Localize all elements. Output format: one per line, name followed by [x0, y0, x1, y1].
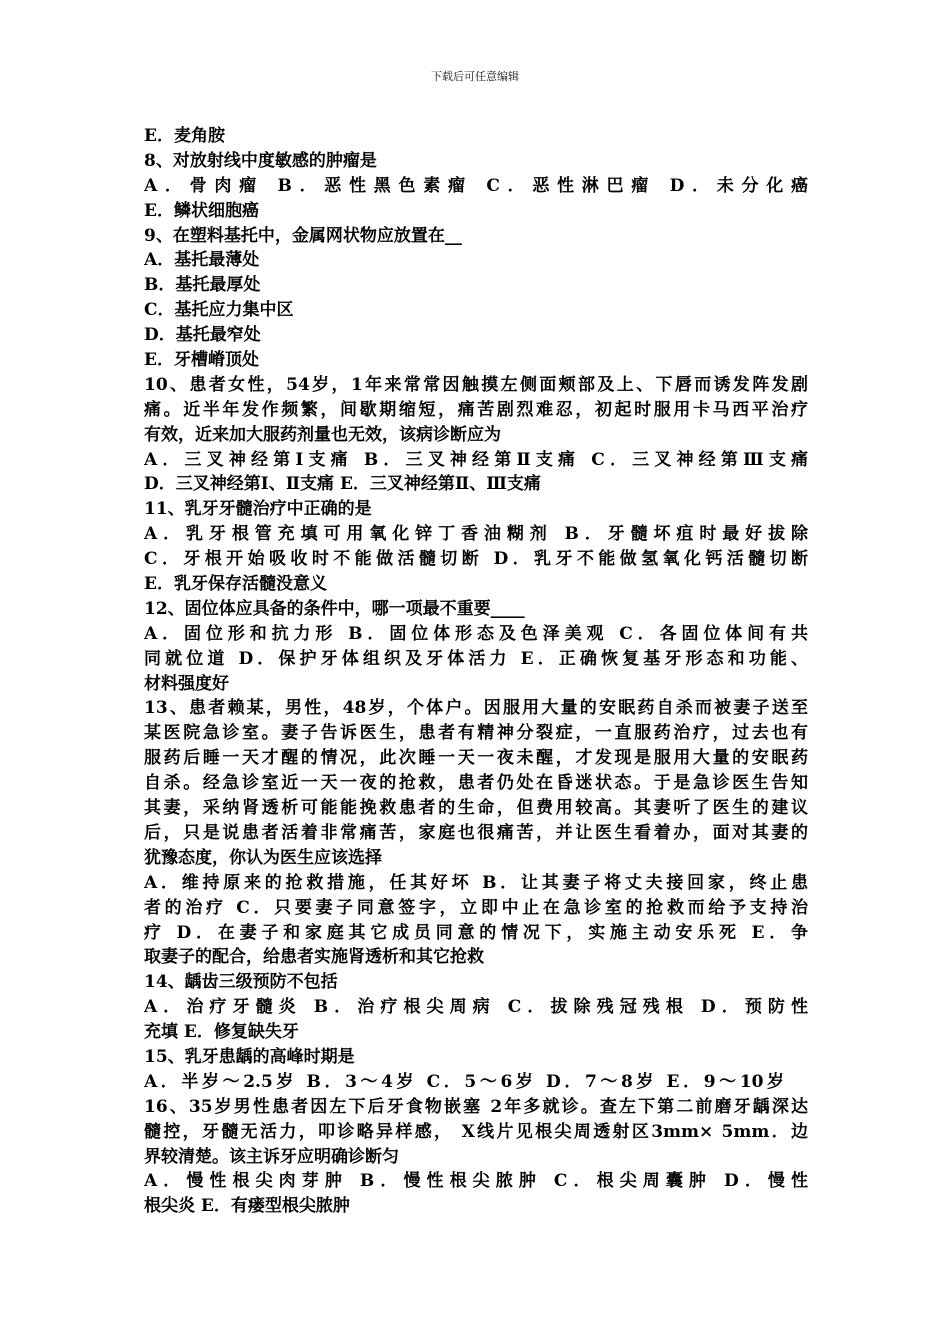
text-line: 充填 E．修复缺失牙 — [144, 1022, 299, 1043]
text-line: 材料强度好 — [144, 673, 229, 694]
text-line: 自杀。经急诊室近一天一夜的抢救，患者仍处在昏迷状态。于是急诊医生告知 — [144, 773, 808, 794]
text-line: D．三叉神经第Ⅰ、Ⅱ支痛 E．三叉神经第Ⅱ、Ⅲ支痛 — [144, 474, 541, 495]
question-11: 11、乳牙牙髓治疗中正确的是 — [144, 499, 372, 520]
text-line: 有效，近来加大服药剂量也无效，该病诊断应为 — [144, 424, 501, 445]
text-line: A．维持原来的抢救措施，任其好坏 B．让其妻子将丈夫接回家，终止患 — [144, 872, 808, 893]
text-line: A．乳牙根管充填可用氧化锌丁香油糊剂 B．牙髓坏疽时最好拔除 — [144, 524, 808, 545]
text-line: A．治疗牙髓炎 B．治疗根尖周病 C．拔除残冠残根 D．预防性 — [144, 997, 808, 1018]
text-line: E．麦角胺 — [144, 126, 225, 146]
document-body — [144, 124, 808, 1219]
question-15: 15、乳牙患龋的高峰时期是 — [144, 1046, 355, 1067]
text-line: A．基托最薄处 — [144, 250, 260, 271]
page-header: 下载后可任意编辑 — [431, 70, 519, 83]
text-line: D．基托最窄处 — [144, 325, 261, 346]
text-line: C．牙根开始吸收时不能做活髓切断 D．乳牙不能做氢氧化钙活髓切断 — [144, 549, 808, 570]
question-13: 13、患者赖某，男性，48岁，个体户。因服用大量的安眠药自杀而被妻子送至 — [144, 698, 808, 719]
text-line: 犹豫态度，你认为医生应该选择 — [144, 847, 382, 868]
text-line: 疗 D．在妻子和家庭其它成员同意的情况下，实施主动安乐死 E．争 — [144, 922, 808, 943]
question-16: 16、35岁男性患者因左下后牙食物嵌塞 2年多就诊。查左下第二前磨牙龋深达 — [144, 1096, 808, 1117]
text-line: 其妻，采纳肾透析可能能挽救患者的生命，但费用较高。其妻听了医生的建议 — [144, 798, 808, 819]
text-line: 某医院急诊室。妻子告诉医生，患者有精神分裂症，一直服药治疗，过去也有 — [144, 723, 808, 744]
text-line: 后，只是说患者活着非常痛苦，家庭也很痛苦，并让医生看着办，面对其妻的 — [144, 822, 808, 843]
question-10: 10、患者女性，54岁，1年来常常因触摸左侧面颊部及上、下唇而诱发阵发剧 — [144, 374, 808, 395]
question-9: 9、在塑料基托中，金属网状物应放置在__ — [144, 225, 462, 246]
text-line: A．三叉神经第Ⅰ支痛 B．三叉神经第Ⅱ支痛 C．三叉神经第Ⅲ支痛 — [144, 449, 808, 470]
question-14: 14、龋齿三级预防不包括 — [144, 972, 338, 993]
text-line: E．牙槽嵴顶处 — [144, 350, 259, 371]
text-line: 取妻子的配合，给患者实施肾透析和其它抢救 — [144, 947, 484, 968]
text-line: 根尖炎 E．有瘘型根尖脓肿 — [144, 1196, 350, 1217]
text-line: A．半岁～2.5岁 B．3～4岁 C．5～6岁 D．7～8岁 E．9～10岁 — [144, 1071, 784, 1092]
text-line: 者的治疗 C．只要妻子同意签字，立即中止在急诊室的抢救而给予支持治 — [144, 897, 808, 918]
text-line: A．骨肉瘤 B．恶性黑色素瘤 C．恶性淋巴瘤 D．未分化癌 — [144, 175, 808, 196]
text-line: A．慢性根尖肉芽肿 B．慢性根尖脓肿 C．根尖周囊肿 D．慢性 — [144, 1171, 808, 1192]
text-line: 同就位道 D．保护牙体组织及牙体活力 E．正确恢复基牙形态和功能、 — [144, 648, 808, 669]
text-line: E．乳牙保存活髓没意义 — [144, 574, 327, 595]
text-line: 痛。近半年发作频繁，间歇期缩短，痛苦剧烈难忍，初起时服用卡马西平治疗 — [144, 399, 808, 420]
text-line: A．固位形和抗力形 B．固位体形态及色泽美观 C．各固位体间有共 — [144, 623, 808, 644]
text-line: 界较清楚。该主诉牙应明确诊断匀 — [144, 1146, 399, 1167]
text-line: B．基托最厚处 — [144, 275, 261, 296]
text-line: 髓控，牙髓无活力，叩诊略异样感， X线片见根尖周透射区3mm× 5mm．边 — [144, 1121, 808, 1142]
question-8: 8、对放射线中度敏感的肿瘤是 — [144, 150, 377, 171]
text-line: E．鳞状细胞癌 — [144, 200, 259, 221]
text-line: 服药后睡一天才醒的情况，此次睡一天一夜未醒，才发现是服用大量的安眠药 — [144, 748, 808, 769]
text-line: C．基托应力集中区 — [144, 300, 294, 321]
question-12: 12、固位体应具备的条件中，哪一项最不重要____ — [144, 598, 525, 619]
